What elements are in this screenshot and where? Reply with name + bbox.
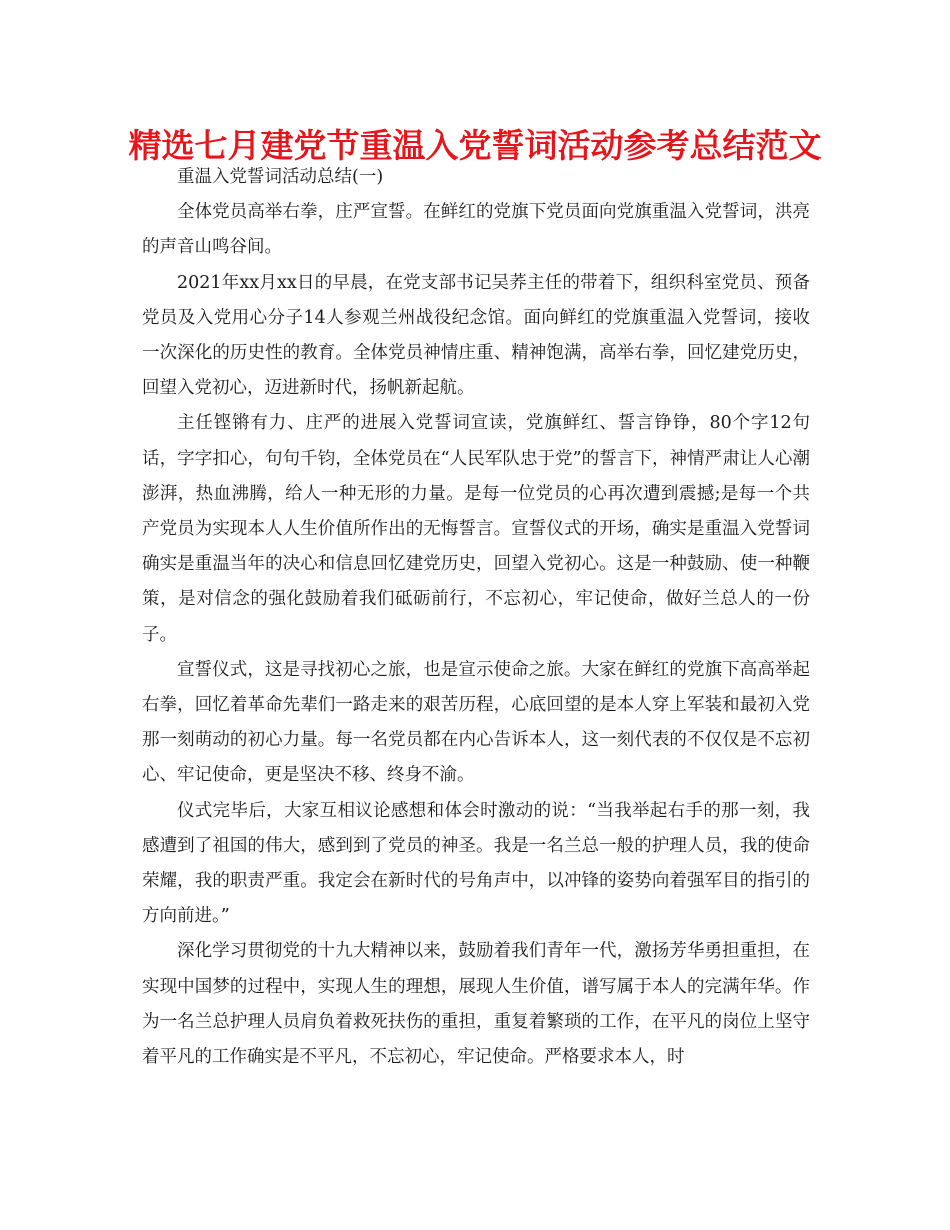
paragraph: 2021年xx月xx日的早晨，在党支部书记吴荞主任的带着下，组织科室党员、预备党员及入党用心分子14人参观兰州战役纪念馆。面向鲜红的党旗重温入党誓词，接收一次深化的历史性的教育。全体党员神情庄重、精神饱满，高举右拳，回忆建党历史，回望入党初心，迈进新时代，扬帆新起航。 bbox=[142, 272, 810, 399]
paragraph: 主任铿锵有力、庄严的进展入党誓词宣读，党旗鲜红、誓言铮铮，80个字12句话，字字扣心，句句千钧，全体党员在“人民军队忠于党”的誓言下，神情严肃让人心潮澎湃，热血沸腾，给人一种无形的力量。是每一位党员的心再次遭到震撼;是每一个共产党员为实现本人人生价值所作出的无悔誓言。宣誓仪式的开场，确实是重温入党誓词确实是重温当年的决心和信息回忆建党历史，回望入党初心。这是一种鼓励、使一种鞭策，是对信念的强化鼓励着我们砥砺前行，不忘初心，牢记使命，做好兰总人的一份子。 bbox=[142, 413, 810, 645]
document-body bbox=[142, 160, 810, 1075]
paragraph: 全体党员高举右拳，庄严宣誓。在鲜红的党旗下党员面向党旗重温入党誓词，洪亮的声音山鸣谷间。 bbox=[142, 202, 810, 258]
paragraph: 宣誓仪式，这是寻找初心之旅，也是宣示使命之旅。大家在鲜红的党旗下高高举起右拳，回忆着革命先辈们一路走来的艰苦历程，心底回望的是本人穿上军装和最初入党那一刻萌动的初心力量。每一名党员都在内心告诉本人，这一刻代表的不仅仅是不忘初心、牢记使命，更是坚决不移、终身不渝。 bbox=[142, 659, 810, 786]
paragraph: 仪式完毕后，大家互相议论感想和体会时激动的说：“当我举起右手的那一刻，我感遭到了祖国的伟大，感到到了党员的神圣。我是一名兰总一般的护理人员，我的使命荣耀，我的职责严重。我定会在新时代的号角声中，以冲锋的姿势向着强军目的指引的方向前进。” bbox=[142, 800, 810, 927]
paragraph: 深化学习贯彻党的十九大精神以来，鼓励着我们青年一代，激扬芳华勇担重担，在实现中国梦的过程中，实现人生的理想，展现人生价值，谱写属于本人的完满年华。作为一名兰总护理人员肩负着救死扶伤的重担，重复着繁琐的工作，在平凡的岗位上坚守着平凡的工作确实是不平凡，不忘初心，牢记使命。严格要求本人，时 bbox=[142, 941, 810, 1068]
document-title: 精选七月建党节重温入党誓词活动参考总结范文 bbox=[128, 126, 822, 165]
section-heading: 重温入党誓词活动总结(一) bbox=[177, 167, 384, 187]
